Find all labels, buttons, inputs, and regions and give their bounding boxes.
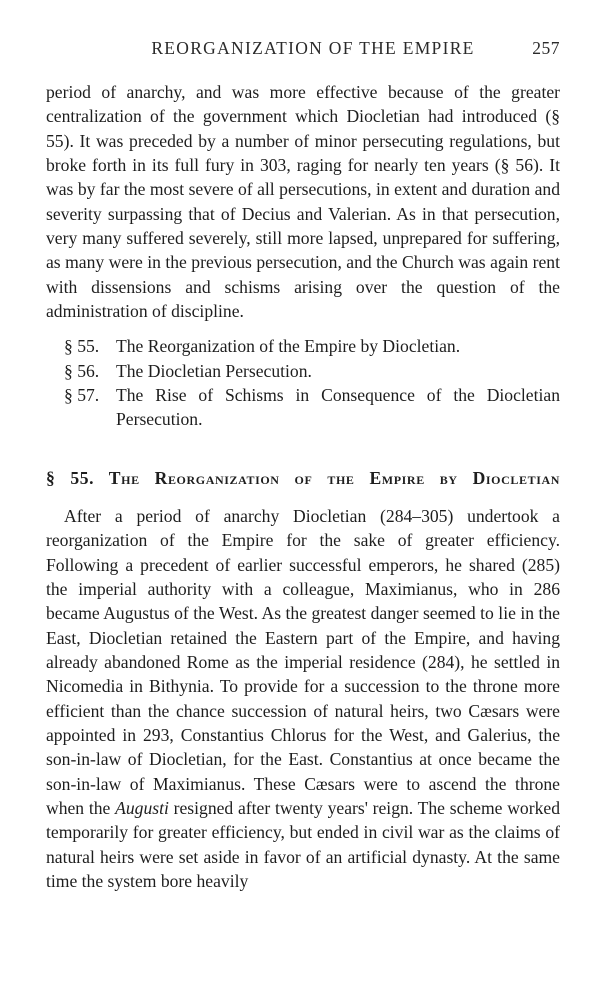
contents-section-number: § 56.	[64, 360, 100, 381]
contents-item	[64, 334, 560, 358]
section-heading: § 55. The Reorganization of the Empire by Diocletian	[46, 467, 560, 488]
intro-paragraph: period of anarchy, and was more effective because of the greater centralization of the government which Diocletian had introduced (§ 55). It was preceded by a number of minor persecuting regulations, but broke forth in its full fury in 303, raging for nearly ten years (§ 56). It was by far the most severe of all persecutions, in extent and duration and severity surpassing that of Decius and Valerian. As in that persecution, very many suffered severely, still more lapsed, unprepared for suffering, as many were in the previous persecution, and the Church was again rent with dissensions and schisms arising over the question of the administration of discipline.	[46, 82, 560, 322]
page-number: 257	[532, 38, 560, 58]
contents-section-title: The Diocletian Persecution.	[116, 360, 312, 381]
contents-section-title: The Reorganization of the Empire by Diocletian.	[116, 336, 461, 357]
contents-section-number: § 55.	[64, 336, 100, 357]
running-head	[46, 38, 560, 64]
body-text-start: After a period of anarchy Diocletian (284–305) undertook a reorganization of the Empire for the sake of greater efficiency. Following a precedent of earlier successful emperors, he shared (285) the imperial authority with a colleague, Maximianus, who in 286 became Augustus of the West. As the greatest danger seemed to lie in the East, Diocletian retained the Eastern part of the Empire, and having already abandoned Rome as the imperial residence (284), he settled in Nicomedia in Bithynia. To provide for a succession to the throne more efficient than the chance succession of natural heirs, two Cæsars were appointed in 293, Constantius Chlorus for the West, and Galerius, the son-in-law of Diocletian, for the East. Constantius at once became the son-in-law of Maximianus. These Cæsars were to ascend the throne when the	[46, 505, 560, 818]
body-paragraph	[46, 504, 560, 894]
running-title: REORGANIZATION OF THE EMPIRE	[151, 38, 475, 58]
contents-section-title: The Rise of Schisms in Consequence of the Diocletian Persecution.	[116, 385, 560, 430]
section-contents-list	[46, 334, 560, 431]
contents-item	[64, 359, 560, 383]
body-text-end: resigned after twenty years' reign. The scheme worked temporarily for greater efficiency, but ended in civil war as the claims of natural heirs were set aside in favor of an artificial dynasty. At the same time the system bore heavily	[46, 797, 560, 891]
body-italic-term: Augusti	[115, 797, 169, 818]
contents-item	[64, 383, 560, 432]
book-page	[46, 38, 560, 893]
contents-section-number: § 57.	[64, 385, 100, 406]
